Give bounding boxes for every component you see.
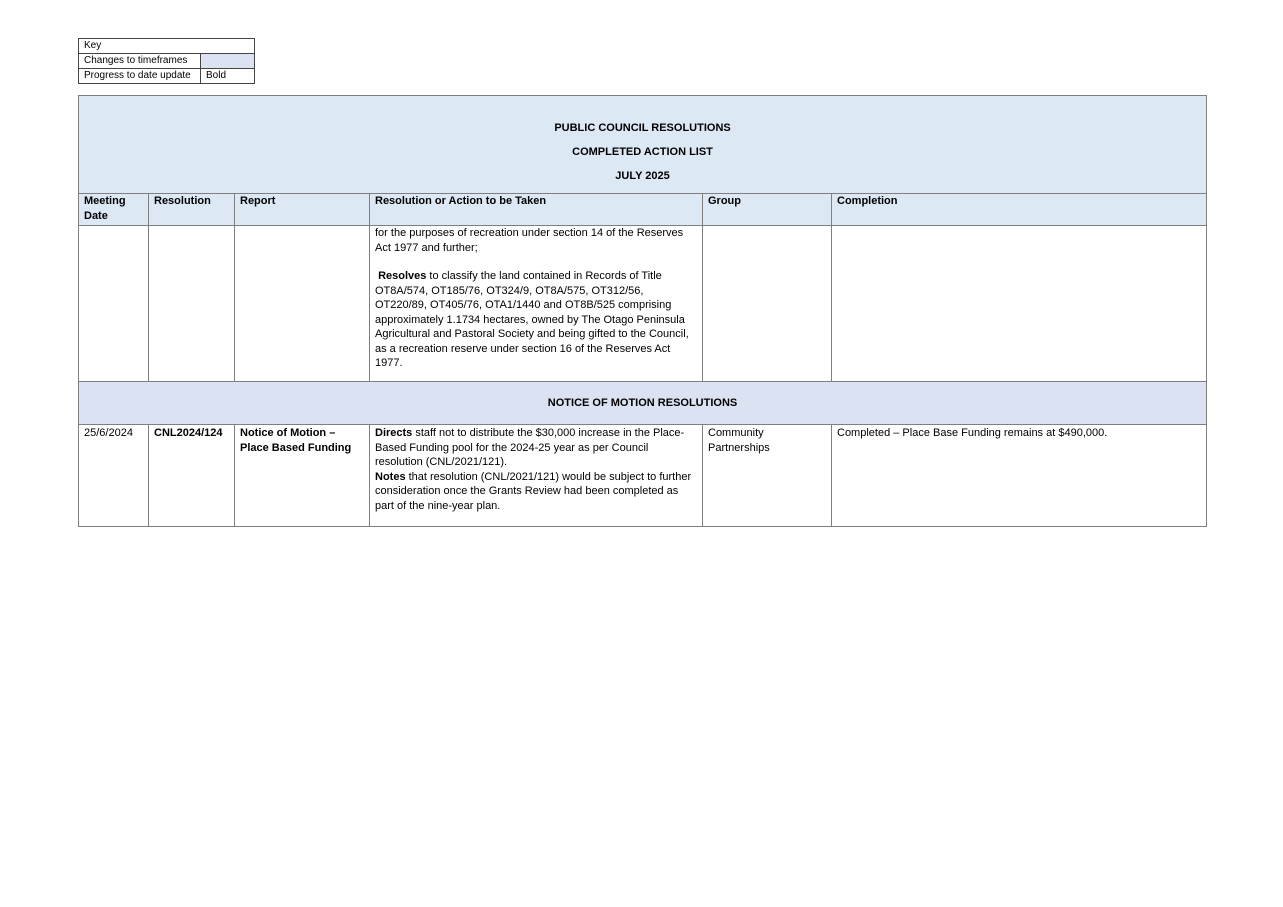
action-keyword-directs: Directs [375,427,413,439]
document-title-block [79,96,1207,194]
key-title: Key [79,39,255,54]
action-keyword-notes: Notes [375,470,406,483]
action-paragraph-2 [375,269,697,371]
col-header-resolution: Resolution [149,194,235,226]
cell-report [235,226,370,382]
action-paragraph-directs [375,426,697,470]
action-text-directs: staff not to distribute the $30,000 increase in the Place-Based Funding pool for the 2024-25 year as per Council resolution (CNL/2021/121). [375,427,685,468]
cell-completion: Completed – Place Base Funding remains at $490,000. [832,425,1207,527]
table-row [79,226,1207,382]
key-table [78,38,255,84]
section-heading-notice-of-motion: NOTICE OF MOTION RESOLUTIONS [79,382,1207,425]
action-keyword-resolves: Resolves [378,270,427,282]
cell-meeting-date [79,226,149,382]
col-header-report: Report [235,194,370,226]
cell-meeting-date: 25/6/2024 [79,425,149,527]
key-label-progress: Progress to date update [79,69,201,84]
cell-action [370,226,703,382]
action-text-resolves: to classify the land contained in Records of Title OT8A/574, OT185/76, OT324/9, OT8A/575, OT312/56, OT220/89, OT405/76, OTA1/1440 and OT8B/525 comprising approximately 1.1734 hectares, owned by The Otago Peninsula Agricultural and Pastoral Society and being gifted to the Council, as a recreation reserve under section 16 of the Reserves Act 1977. [375,270,689,369]
cell-group: Community Partnerships [703,425,832,527]
title-completed-action-list: COMPLETED ACTION LIST [572,146,713,158]
col-header-action: Resolution or Action to be Taken [370,194,703,226]
action-paragraph-1: for the purposes of recreation under section 14 of the Reserves Act 1977 and further; [375,227,684,254]
cell-resolution [149,226,235,382]
col-header-meeting-date: Meeting Date [79,194,149,226]
col-header-group: Group [703,194,832,226]
cell-action [370,425,703,527]
column-header-row [79,194,1207,226]
action-text-notes: that resolution (CNL/2021/121) would be subject to further consideration once the Grants Review had been completed as part of the nine-year plan. [375,470,692,512]
cell-completion [832,226,1207,382]
cell-group [703,226,832,382]
title-public-council-resolutions: PUBLIC COUNCIL RESOLUTIONS [554,122,731,134]
key-value-progress: Bold [201,69,255,84]
title-date: JULY 2025 [615,170,670,182]
cell-report: Notice of Motion – Place Based Funding [235,425,370,527]
action-paragraph-notes [375,470,697,514]
cell-resolution: CNL2024/124 [149,425,235,527]
key-swatch-timeframes [201,54,255,69]
col-header-completion: Completion [832,194,1207,226]
table-row [79,425,1207,527]
resolutions-table [78,95,1207,527]
key-label-timeframes: Changes to timeframes [79,54,201,69]
